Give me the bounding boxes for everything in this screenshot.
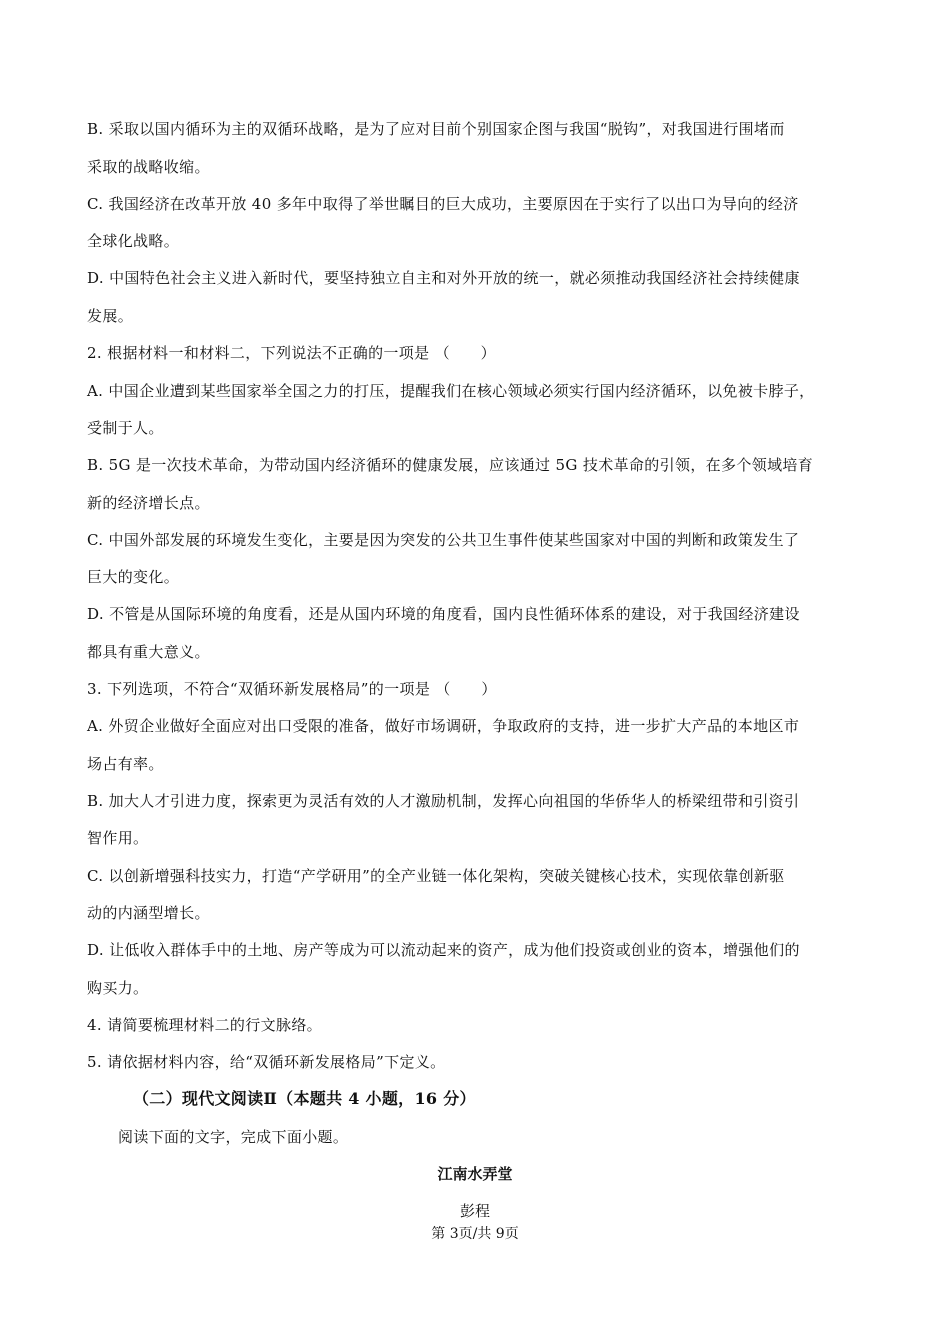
article-title: 江南水弄堂 bbox=[437, 1165, 513, 1183]
q2-option-c-line1: C. 中国外部发展的环境发生变化，主要是因为突发的公共卫生事件使某些国家对中国的判断和政策发生了 bbox=[87, 531, 800, 549]
article-author: 彭程 bbox=[459, 1202, 490, 1220]
section-heading: （二）现代文阅读Ⅱ（本题共 4 小题，16 分） bbox=[133, 1089, 476, 1108]
q3-option-a-line1: A. 外贸企业做好全面应对出口受限的准备，做好市场调研，争取政府的支持，进一步扩大产品的本地区市 bbox=[87, 717, 800, 735]
q1-option-b-line1: B. 采取以国内循环为主的双循环战略，是为了应对目前个别国家企图与我国“脱钩”，对我国进行围堵而 bbox=[87, 120, 785, 138]
q3-option-c-line2: 动的内涵型增长。 bbox=[87, 904, 210, 922]
q2-option-b-line1: B. 5G 是一次技术革命，为带动国内经济循环的健康发展，应该通过 5G 技术革命的引领，在多个领域培育 bbox=[87, 456, 814, 474]
q3-option-b-line2: 智作用。 bbox=[87, 829, 149, 847]
q3-option-c-line1: C. 以创新增强科技实力，打造“产学研用”的全产业链一体化架构，突破关键核心技术，实现依靠创新驱 bbox=[87, 867, 785, 885]
q2-option-b-line2: 新的经济增长点。 bbox=[87, 494, 210, 512]
page-footer: 第 3页/共 9页 bbox=[431, 1226, 519, 1242]
q3-option-a-line2: 场占有率。 bbox=[87, 755, 164, 773]
q1-option-d-line2: 发展。 bbox=[87, 307, 134, 325]
q3-option-d-line1: D. 让低收入群体手中的土地、房产等成为可以流动起来的资产，成为他们投资或创业的资本，增强他们的 bbox=[87, 941, 800, 959]
q3-option-d-line2: 购买力。 bbox=[87, 979, 149, 997]
q2-option-d-line2: 都具有重大意义。 bbox=[87, 643, 210, 661]
q2-option-c-line2: 巨大的变化。 bbox=[87, 568, 180, 586]
q4-stem: 4. 请简要梳理材料二的行文脉络。 bbox=[87, 1016, 323, 1034]
q3-stem: 3. 下列选项，不符合“双循环新发展格局”的一项是 （ ） bbox=[87, 680, 497, 698]
q2-option-a-line2: 受制于人。 bbox=[87, 419, 164, 437]
q5-stem: 5. 请依据材料内容，给“双循环新发展格局”下定义。 bbox=[87, 1053, 446, 1071]
q1-option-c-line2: 全球化战略。 bbox=[87, 232, 180, 250]
q1-option-d-line1: D. 中国特色社会主义进入新时代，要坚持独立自主和对外开放的统一，就必须推动我国经济社会持续健康 bbox=[87, 269, 800, 287]
q1-option-c-line1: C. 我国经济在改革开放 40 多年中取得了举世瞩目的巨大成功，主要原因在于实行了以出口为导向的经济 bbox=[87, 195, 799, 213]
section-instruction: 阅读下面的文字，完成下面小题。 bbox=[118, 1128, 349, 1146]
q2-option-a-line1: A. 中国企业遭到某些国家举全国之力的打压，提醒我们在核心领域必须实行国内经济循环，以免被卡脖子， bbox=[87, 382, 815, 400]
q3-option-b-line1: B. 加大人才引进力度，探索更为灵活有效的人才激励机制，发挥心向祖国的华侨华人的桥梁纽带和引资引 bbox=[87, 792, 800, 810]
q2-option-d-line1: D. 不管是从国际环境的角度看，还是从国内环境的角度看，国内良性循环体系的建设，对于我国经济建设 bbox=[87, 605, 800, 623]
q1-option-b-line2: 采取的战略收缩。 bbox=[87, 158, 210, 176]
q2-stem: 2. 根据材料一和材料二，下列说法不正确的一项是 （ ） bbox=[87, 344, 497, 362]
